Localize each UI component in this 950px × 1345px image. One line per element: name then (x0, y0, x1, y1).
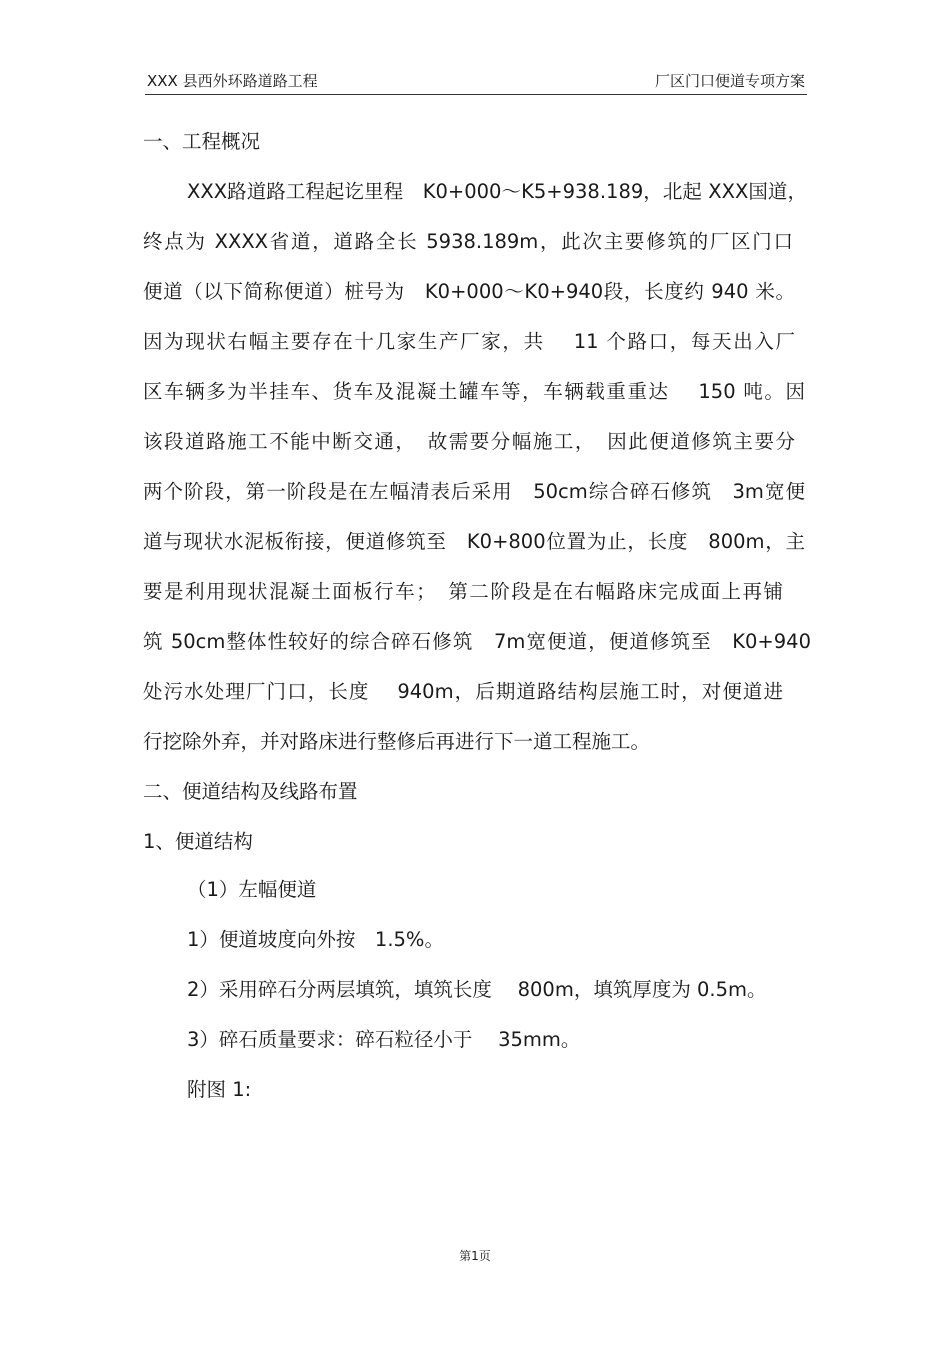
paragraph-line: 因为现状右幅主要存在十几家生产厂家，共 11 个路口，每天出入厂 (143, 330, 795, 353)
list-item: 1）便道坡度向外按 1.5%。 (187, 928, 444, 951)
paragraph-line: 便道（以下简称便道）桩号为 K0+000～K0+940段，长度约 940 米。 (143, 280, 795, 303)
paragraph-line: 道与现状水泥板衔接，便道修筑至 K0+800位置为止，长度 800m，主 (143, 530, 805, 553)
section-heading-overview: 一、工程概况 (143, 130, 261, 153)
page-number: 第1页 (459, 1249, 491, 1263)
paragraph-line: XXX路道路工程起讫里程 K0+000～K5+938.189，北起 XXX国道， (187, 180, 807, 203)
paragraph-line: 两个阶段，第一阶段是在左幅清表后采用 50cm综合碎石修筑 3m宽便 (143, 480, 805, 503)
figure-caption: 附图 1: (187, 1078, 252, 1101)
header-document-title: 厂区门口便道专项方案 (654, 72, 805, 90)
paragraph-line: 区车辆多为半挂车、货车及混凝土罐车等，车辆载重重达 150 吨。因 (143, 380, 805, 403)
paragraph-line: 筑 50cm整体性较好的综合碎石修筑 7m宽便道，便道修筑至 K0+940 (143, 630, 811, 653)
subsection-heading: （1）左幅便道 (187, 878, 317, 901)
subsection-heading: 1、便道结构 (143, 830, 253, 853)
header-project-title: XXX 县西外环路道路工程 (147, 72, 318, 90)
list-item: 2）采用碎石分两层填筑，填筑长度 800m，填筑厚度为 0.5m。 (187, 978, 767, 1001)
page-header (145, 62, 807, 95)
section-heading-structure: 二、便道结构及线路布置 (143, 780, 358, 803)
paragraph-line: 要是利用现状混凝土面板行车； 第二阶段是在右幅路床完成面上再铺 (143, 580, 783, 603)
paragraph-line: 终点为 XXXX省道，道路全长 5938.189m，此次主要修筑的厂区门口 (143, 230, 793, 253)
paragraph-line: 该段道路施工不能中断交通， 故需要分幅施工， 因此便道修筑主要分 (143, 430, 795, 453)
list-item: 3）碎石质量要求：碎石粒径小于 35mm。 (187, 1028, 581, 1051)
paragraph-line: 处污水处理厂门口，长度 940m，后期道路结构层施工时，对便道进 (143, 680, 783, 703)
paragraph-line: 行挖除外弃，并对路床进行整修后再进行下一道工程施工。 (143, 730, 651, 753)
